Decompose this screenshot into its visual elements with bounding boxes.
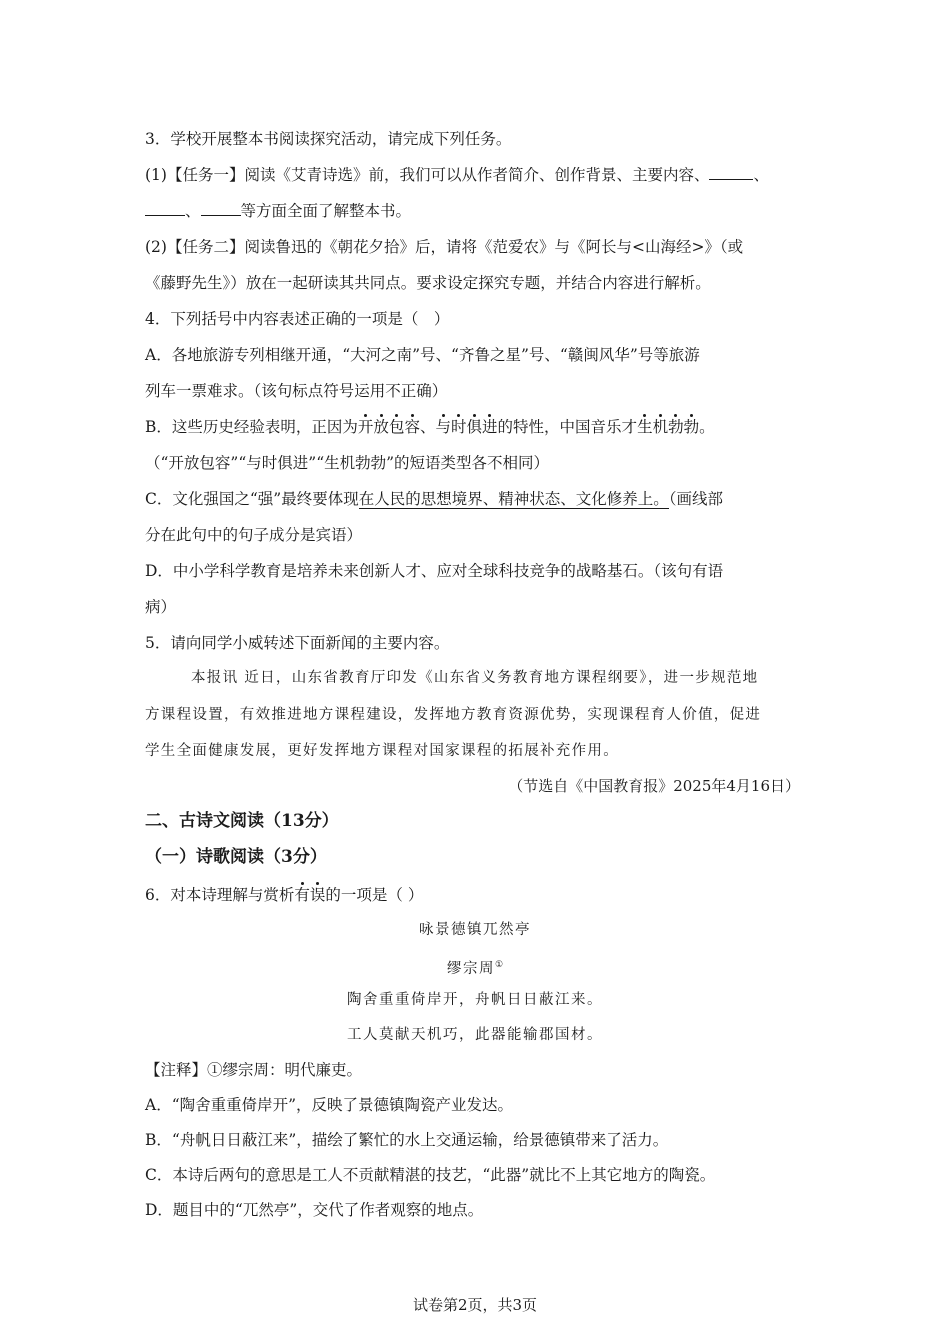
q3-task1-end: 等方面全面了解整本书。 <box>240 202 412 220</box>
emphasis-char: 俱 <box>466 418 483 436</box>
emphasis-char: 与 <box>435 418 451 436</box>
q3-stem: 3．学校开展整本书阅读探究活动，请完成下列任务。 <box>145 130 512 148</box>
q4-b-text: 。 <box>699 418 715 436</box>
q6-option-d: D．题目中的“兀然亭”，交代了作者观察的地点。 <box>145 1201 484 1219</box>
q3-task2-line1: (2)【任务二】阅读鲁迅的《朝花夕拾》后，请将《范爱农》与《阿长与<山海经>》（或 <box>145 238 744 256</box>
q4-c-text: C．文化强国之“强”最终要体现 <box>145 490 359 508</box>
q4-option-c-line2: 分在此句中的句子成分是宾语） <box>145 526 363 544</box>
emphasis-dotted-phrase <box>435 418 497 436</box>
answer-blank[interactable] <box>145 201 185 216</box>
q4-b-text: B．这些历史经验表明，正因为 <box>145 418 358 436</box>
q4-option-b-line1 <box>145 417 715 437</box>
page-footer: 试卷第2页，共3页 <box>412 1296 538 1314</box>
emphasis-char: 时 <box>451 418 467 436</box>
poem-line-1: 陶舍重重倚岸开，舟帆日日蔽江来。 <box>347 992 603 1008</box>
q3-task1-line2 <box>145 201 411 221</box>
emphasis-char: 误 <box>309 886 326 904</box>
emphasis-char: 进 <box>482 418 498 436</box>
q6-stem-text: 6．对本诗理解与赏析 <box>145 886 295 904</box>
news-line-3: 学生全面健康发展，更好发挥地方课程对国家课程的拓展补充作用。 <box>145 743 619 759</box>
emphasis-char: 包 <box>388 418 405 436</box>
poem-line-2: 工人莫献天机巧，此器能输郡国材。 <box>347 1027 603 1043</box>
footnote-marker: ① <box>494 960 504 970</box>
q6-option-b: B．“舟帆日日蔽江来”，描绘了繁忙的水上交通运输，给景德镇带来了活力。 <box>145 1131 669 1149</box>
poem-note: 【注释】①缪宗周：明代廉吏。 <box>145 1061 363 1079</box>
q4-b-text: 、 <box>419 418 436 436</box>
emphasis-char: 生 <box>637 418 653 436</box>
emphasis-char: 有 <box>294 886 310 904</box>
emphasis-char: 放 <box>373 418 389 436</box>
poem-author <box>0 955 950 979</box>
emphasis-dotted-phrase <box>294 886 325 904</box>
news-source: （节选自《中国教育报》2025年4月16日） <box>508 777 800 795</box>
poem-title: 咏景德镇兀然亭 <box>419 922 531 938</box>
q4-option-d-line2: 病） <box>145 598 177 616</box>
q3-sep: 、 <box>185 202 201 220</box>
q4-option-c-line1 <box>145 489 723 509</box>
news-line-1: 本报讯 近日，山东省教育厅印发《山东省义务教育地方课程纲要》，进一步规范地 <box>191 670 759 686</box>
q3-task2-line2: 《藤野先生》）放在一起研读其共同点。要求设定探究专题，并结合内容进行解析。 <box>145 274 711 292</box>
q6-option-c: C．本诗后两句的意思是工人不贡献精湛的技艺，“此器”就比不上其它地方的陶瓷。 <box>145 1166 716 1184</box>
answer-blank[interactable] <box>201 201 241 216</box>
q4-b-text: 的特性，中国音乐才 <box>497 418 638 436</box>
emphasis-dotted-phrase <box>358 418 420 436</box>
answer-blank[interactable] <box>709 165 753 180</box>
emphasis-char: 机 <box>652 418 669 436</box>
q6-stem <box>145 885 423 905</box>
poem-author-name: 缪宗周 <box>446 960 495 977</box>
q6-option-a: A．“陶舍重重倚岸开”，反映了景德镇陶瓷产业发达。 <box>145 1096 514 1114</box>
emphasis-char: 开 <box>357 418 374 436</box>
q4-option-a-line2: 列车一票难求。（该句标点符号运用不正确） <box>145 382 448 400</box>
emphasis-char: 勃 <box>668 418 684 436</box>
q6-stem-text: 的一项是（ ） <box>325 886 424 904</box>
emphasis-dotted-phrase <box>637 418 699 436</box>
emphasis-char: 勃 <box>683 418 700 436</box>
q4-stem: 4．下列括号中内容表述正确的一项是（ ） <box>145 310 450 328</box>
q4-option-b-line2: （“开放包容”“与时俱进”“生机勃勃”的短语类型各不相同） <box>145 454 550 472</box>
subsection-title: （一）诗歌阅读（3分） <box>145 847 327 867</box>
q5-stem: 5．请向同学小威转述下面新闻的主要内容。 <box>145 634 450 652</box>
emphasis-char: 容 <box>404 418 420 436</box>
q4-option-a-line1: A．各地旅游专列相继开通，“大河之南”号、“齐鲁之星”号、“赣闽风华”号等旅游 <box>145 346 700 364</box>
underlined-phrase: 在人民的思想境界、精神状态、文化修养上。 <box>358 490 669 508</box>
q3-sep: 、 <box>753 166 769 184</box>
q4-c-text: （画线部 <box>668 490 723 508</box>
q3-task1-text: (1)【任务一】阅读《艾青诗选》前，我们可以从作者简介、创作背景、主要内容、 <box>145 166 710 184</box>
q4-option-d-line1: D．中小学科学教育是培养未来创新人才、应对全球科技竞争的战略基石。（该句有语 <box>145 562 724 580</box>
news-line-2: 方课程设置，有效推进地方课程建设，发挥地方教育资源优势，实现课程育人价值，促进 <box>145 707 762 723</box>
section-title: 二、古诗文阅读（13分） <box>145 811 339 831</box>
q3-task1-line1 <box>145 165 769 185</box>
